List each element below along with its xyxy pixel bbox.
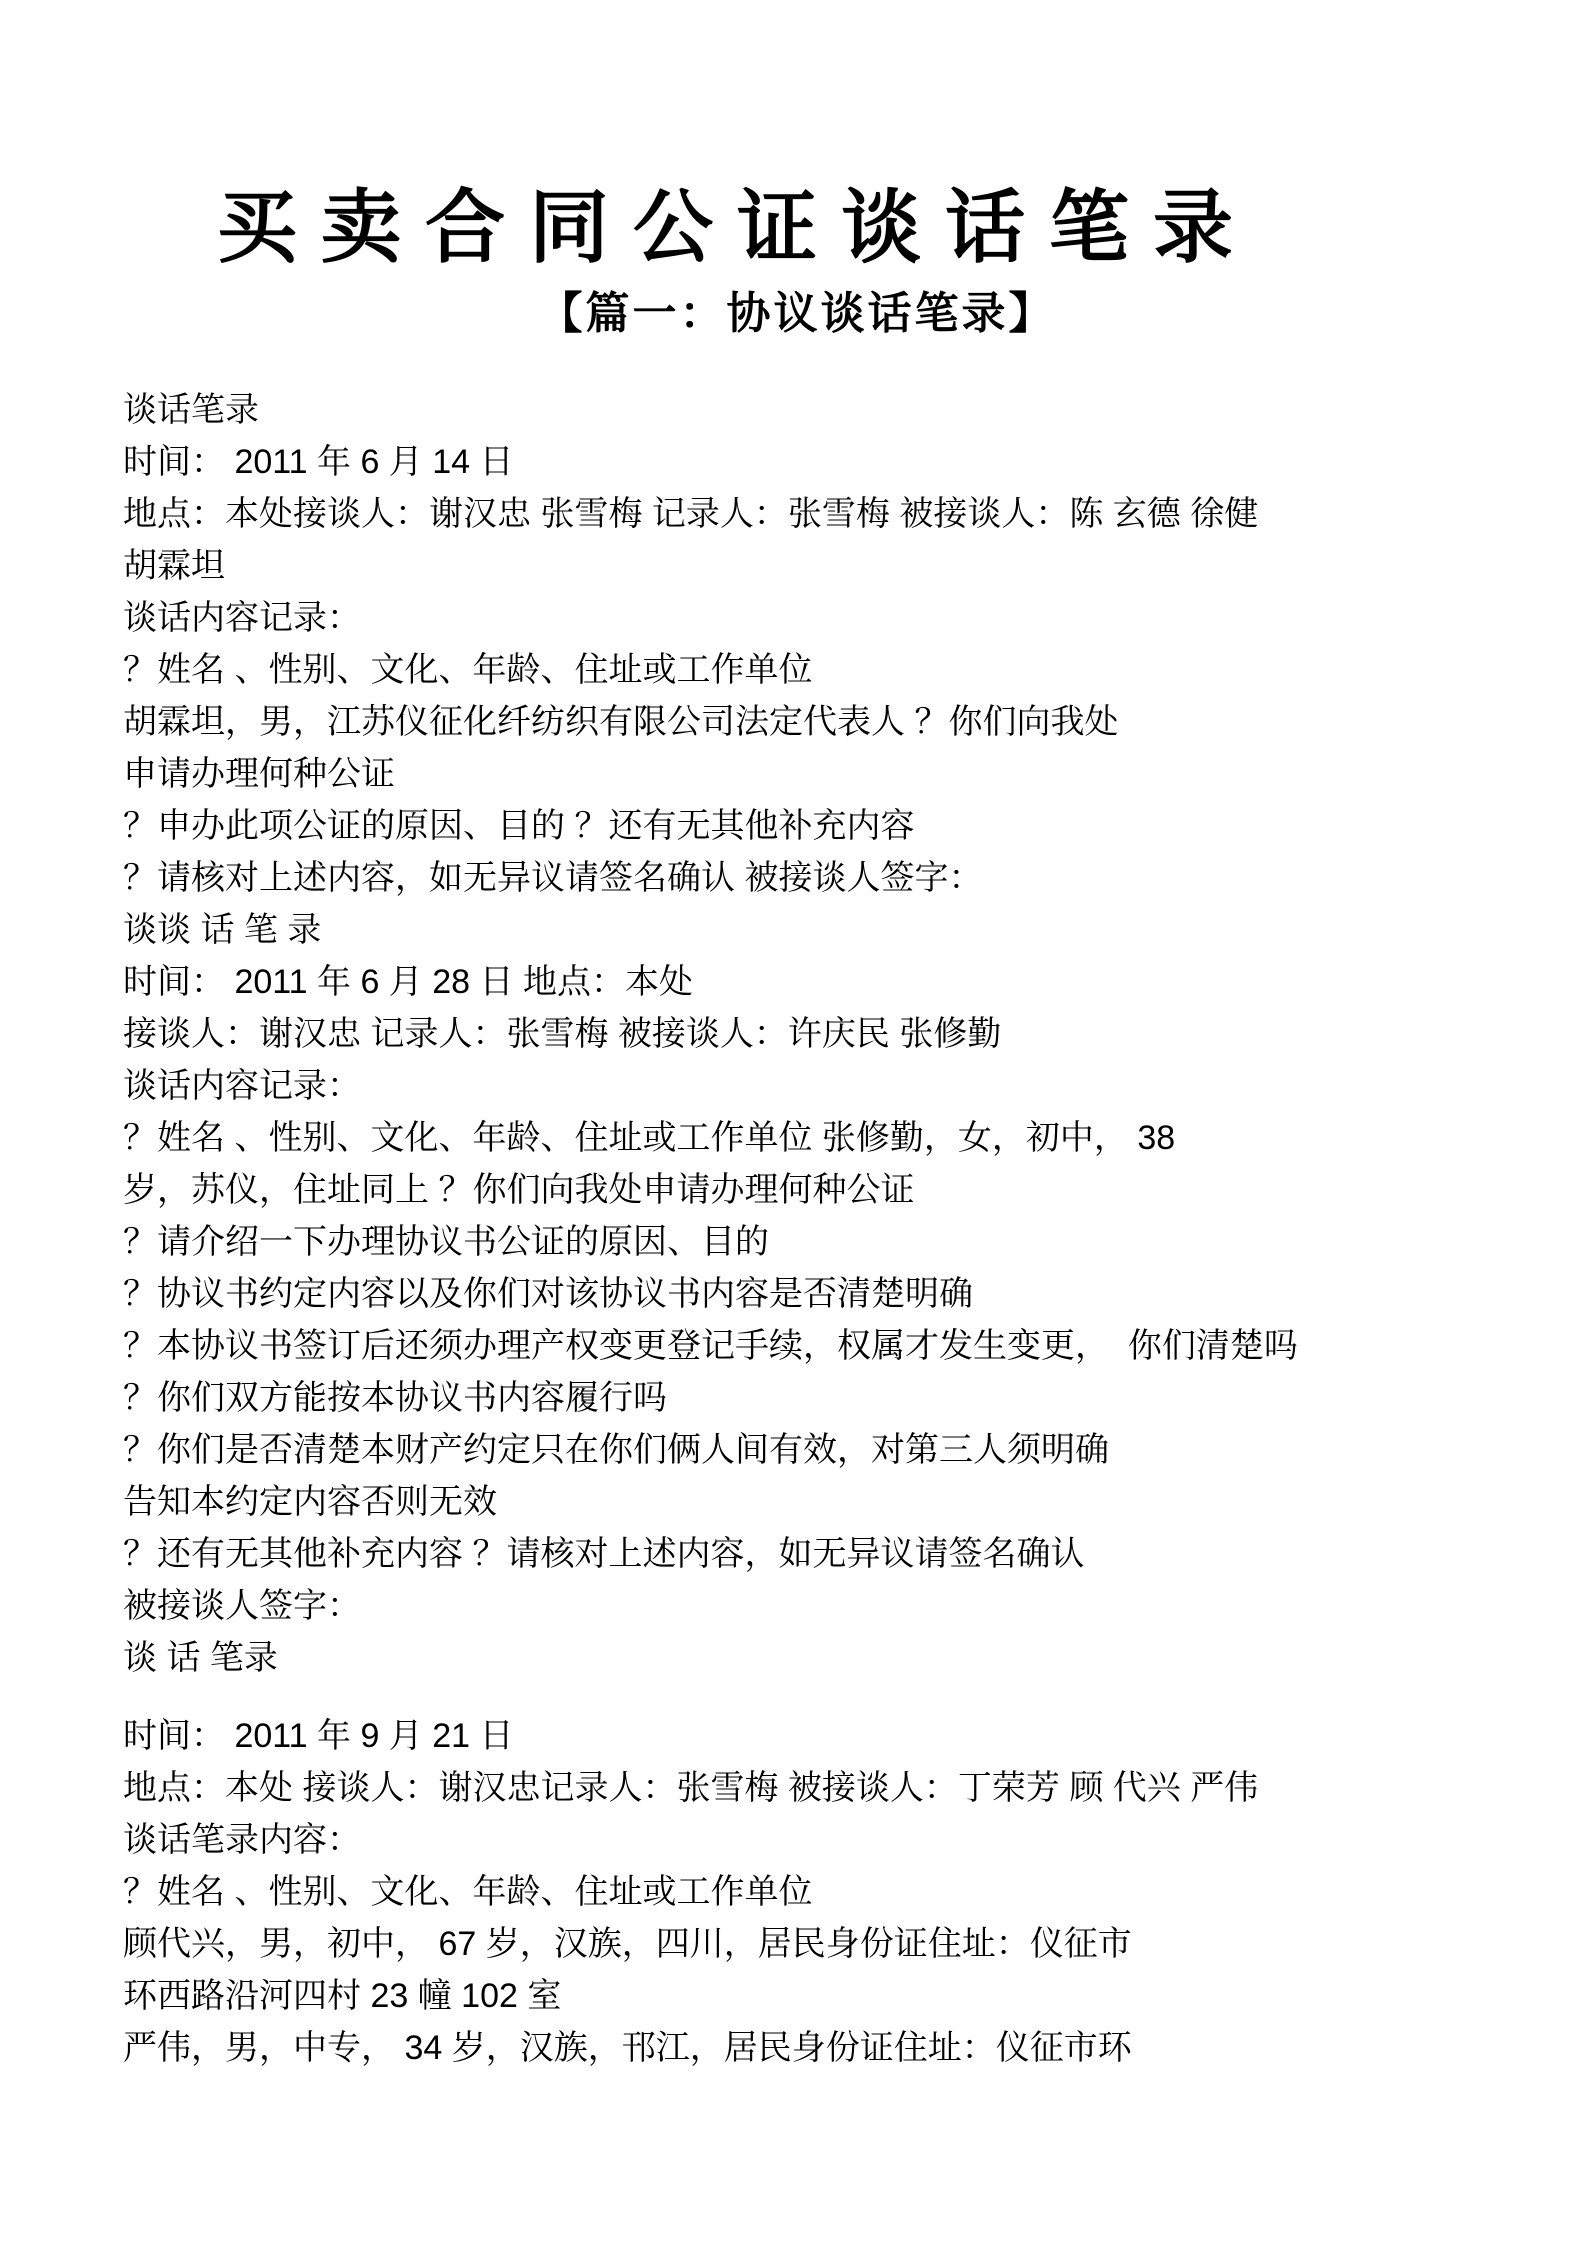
body-line: 时间： 2011 年 9 月 21 日	[123, 1717, 514, 1755]
body-line: 环西路沿河四村 23 幢 102 室	[123, 1977, 562, 2015]
body-line: ？姓名 、性别、文化、年龄、住址或工作单位	[123, 651, 813, 689]
document-body	[123, 384, 1494, 2074]
body-line: 时间： 2011 年 6 月 14 日	[123, 443, 514, 481]
document-subtitle: 【篇一：协议谈话笔录】	[538, 289, 1056, 338]
body-line: 谈话笔录内容：	[123, 1821, 361, 1859]
body-line: 顾代兴，男，初中， 67 岁，汉族，四川，居民身份证住址：仪征市	[123, 1925, 1132, 1963]
body-line: ？你们是否清楚本财产约定只在你们俩人间有效，对第三人须明确	[123, 1431, 1109, 1469]
body-line: 谈谈 话 笔 录	[123, 911, 322, 949]
body-line: 地点：本处 接谈人：谢汉忠记录人：张雪梅 被接谈人：丁荣芳 顾 代兴 严伟	[123, 1769, 1259, 1807]
body-line: ？还有无其他补充内容 ？请核对上述内容，如无异议请签名确认	[123, 1535, 1085, 1573]
body-line: 谈话内容记录：	[123, 1067, 361, 1105]
body-line: ？协议书约定内容以及你们对该协议书内容是否清楚明确	[123, 1275, 973, 1313]
body-line: 胡霖坦，男，江苏仪征化纤纺织有限公司法定代表人 ？你们向我处	[123, 703, 1119, 741]
body-line: 告知本约定内容否则无效	[123, 1483, 497, 1521]
body-line: 岁，苏仪，住址同上 ？你们向我处申请办理何种公证	[123, 1171, 915, 1209]
body-line: 谈话笔录	[123, 391, 259, 429]
body-line: ？申办此项公证的原因、目的 ？还有无其他补充内容	[123, 807, 915, 845]
body-line: 谈 话 笔录	[123, 1639, 278, 1677]
body-line: ？请介绍一下办理协议书公证的原因、目的	[123, 1223, 769, 1261]
body-line: ？姓名 、性别、文化、年龄、住址或工作单位 张修勤，女，初中， 38	[123, 1119, 1176, 1157]
body-line: ？你们双方能按本协议书内容履行吗	[123, 1379, 667, 1417]
body-line: 接谈人：谢汉忠 记录人：张雪梅 被接谈人：许庆民 张修勤	[123, 1015, 1002, 1053]
body-line: 胡霖坦	[123, 547, 225, 585]
body-line: 地点：本处接谈人：谢汉忠 张雪梅 记录人：张雪梅 被接谈人：陈 玄德 徐健	[123, 495, 1259, 533]
body-line: ？姓名 、性别、文化、年龄、住址或工作单位	[123, 1873, 813, 1911]
document-title: 买卖合同公证谈话笔录	[217, 183, 1257, 272]
body-line: 谈话内容记录：	[123, 599, 361, 637]
body-line: ？请核对上述内容，如无异议请签名确认 被接谈人签字：	[123, 859, 983, 897]
body-line: 严伟，男，中专， 34 岁，汉族，邗江，居民身份证住址：仪征市环	[123, 2029, 1132, 2067]
body-line: 时间： 2011 年 6 月 28 日 地点：本处	[123, 963, 693, 1001]
body-line: ？本协议书签订后还须办理产权变更登记手续，权属才发生变更， 你们清楚吗	[123, 1327, 1298, 1365]
body-line: 申请办理何种公证	[123, 755, 395, 793]
body-line: 被接谈人签字：	[123, 1587, 361, 1625]
